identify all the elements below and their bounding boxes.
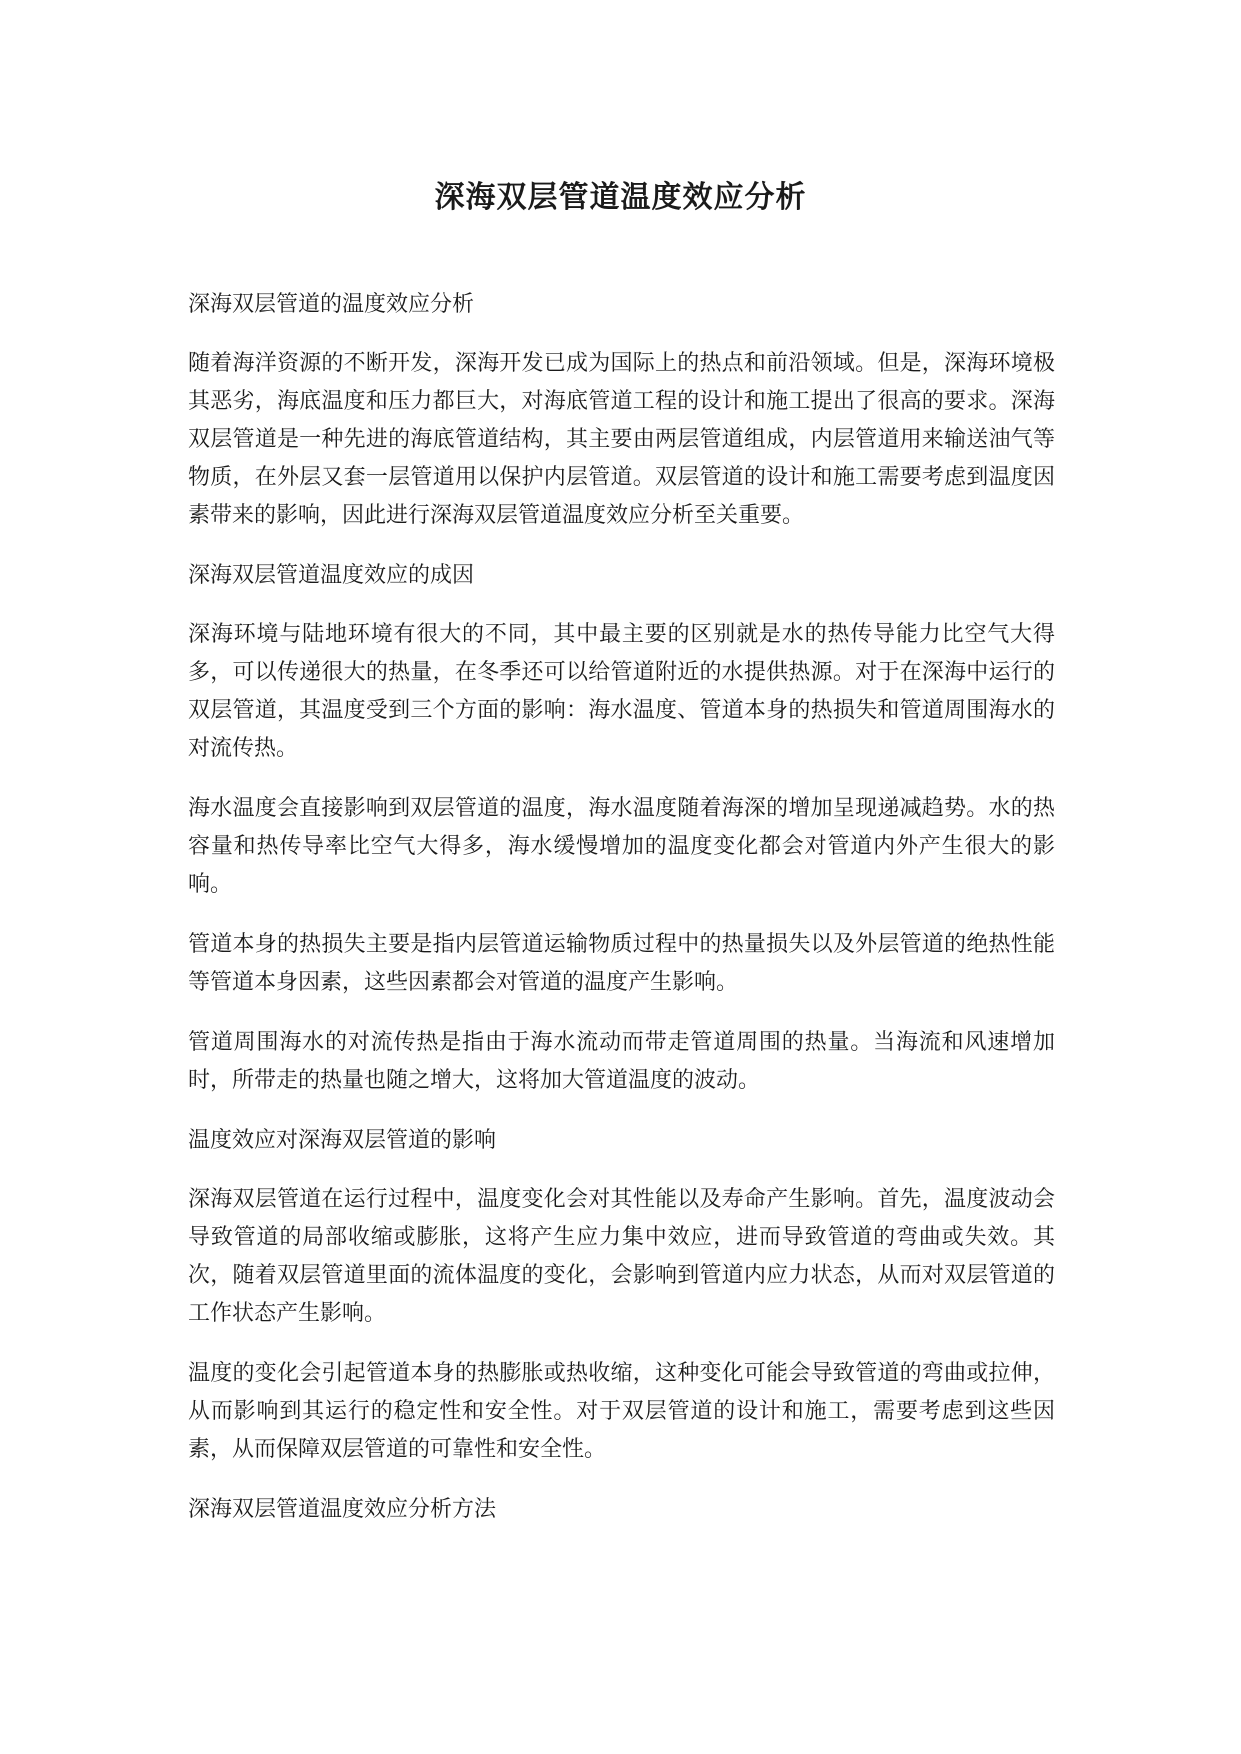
paragraph: 管道周围海水的对流传热是指由于海水流动而带走管道周围的热量。当海流和风速增加时，所带走的热量也随之增大，这将加大管道温度的波动。 <box>188 1030 1055 1093</box>
paragraph: 深海环境与陆地环境有很大的不同，其中最主要的区别就是水的热传导能力比空气大得多，可以传递很大的热量，在冬季还可以给管道附近的水提供热源。对于在深海中运行的双层管道，其温度受到三个方面的影响：海水温度、管道本身的热损失和管道周围海水的对流传热。 <box>188 622 1055 761</box>
section-heading: 温度效应对深海双层管道的影响 <box>188 1128 497 1153</box>
paragraph: 海水温度会直接影响到双层管道的温度，海水温度随着海深的增加呈现递减趋势。水的热容量和热传导率比空气大得多，海水缓慢增加的温度变化都会对管道内外产生很大的影响。 <box>188 796 1055 897</box>
section-heading: 深海双层管道的温度效应分析 <box>188 292 475 317</box>
document-title: 深海双层管道温度效应分析 <box>434 180 807 215</box>
paragraph: 随着海洋资源的不断开发，深海开发已成为国际上的热点和前沿领域。但是，深海环境极其恶劣，海底温度和压力都巨大，对海底管道工程的设计和施工提出了很高的要求。深海双层管道是一种先进的海底管道结构，其主要由两层管道组成，内层管道用来输送油气等物质，在外层又套一层管道用以保护内层管道。双层管道的设计和施工需要考虑到温度因素带来的影响，因此进行深海双层管道温度效应分析至关重要。 <box>188 351 1055 528</box>
document-body <box>188 286 1055 1550</box>
section-heading: 深海双层管道温度效应分析方法 <box>188 1497 497 1522</box>
section-heading: 深海双层管道温度效应的成因 <box>188 563 475 588</box>
paragraph: 深海双层管道在运行过程中，温度变化会对其性能以及寿命产生影响。首先，温度波动会导致管道的局部收缩或膨胀，这将产生应力集中效应，进而导致管道的弯曲或失效。其次，随着双层管道里面的流体温度的变化，会影响到管道内应力状态，从而对双层管道的工作状态产生影响。 <box>188 1187 1055 1326</box>
paragraph: 温度的变化会引起管道本身的热膨胀或热收缩，这种变化可能会导致管道的弯曲或拉伸，从而影响到其运行的稳定性和安全性。对于双层管道的设计和施工，需要考虑到这些因素，从而保障双层管道的可靠性和安全性。 <box>188 1361 1055 1462</box>
paragraph: 管道本身的热损失主要是指内层管道运输物质过程中的热量损失以及外层管道的绝热性能等管道本身因素，这些因素都会对管道的温度产生影响。 <box>188 932 1055 995</box>
